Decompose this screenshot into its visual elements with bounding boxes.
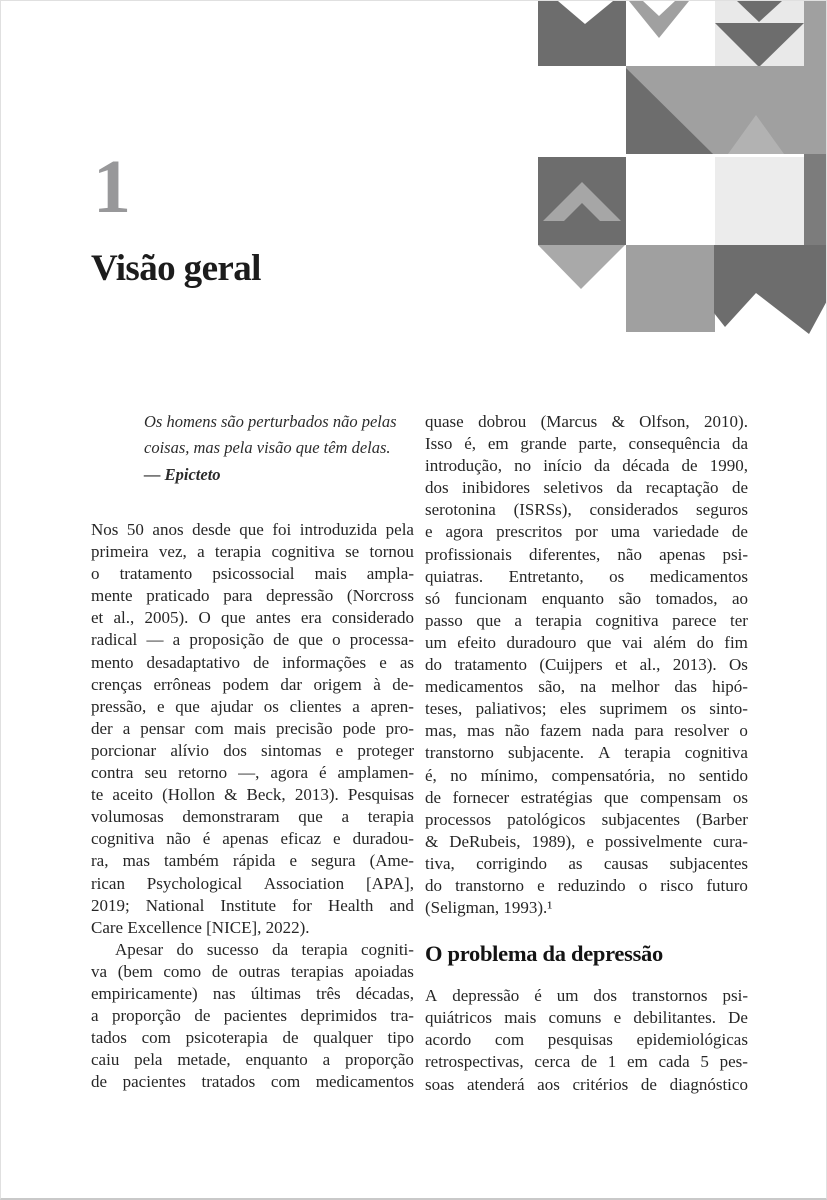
text-line: volumosas demonstraram que a terapia <box>91 807 414 827</box>
text-line: Nos 50 anos desde que foi introduzida pela <box>91 520 414 539</box>
deco-dark-square <box>538 1 626 66</box>
text-line: & DeRubeis, 1989), e possivelmente cura- <box>425 831 748 851</box>
text-line: ra, mas também rápida e segura (Ame- <box>91 851 414 871</box>
epigraph <box>144 409 404 488</box>
deco-dark-square-2 <box>538 157 626 245</box>
text-line: cognitiva não é apenas eficaz e duradou- <box>91 829 414 849</box>
text-line: (Seligman, 1993).¹ <box>425 898 553 918</box>
text-line: só funcionam enquanto são tomados, ao <box>425 588 748 608</box>
text-line: porcionar alívio dos sintomas e proteger <box>91 740 414 760</box>
deco-chevron-down-icon <box>629 1 689 38</box>
deco-pale-square <box>715 157 804 245</box>
text-line: quiátricos mais comuns e debilitantes. De <box>425 1008 748 1028</box>
text-line: empiricamente) nas últimas três décadas, <box>91 983 414 1003</box>
paragraph <box>425 985 748 1095</box>
text-line: quiatras. Entretanto, os medicamentos <box>425 566 748 586</box>
text-line: introdução, no início da década de 1990, <box>425 456 748 476</box>
text-line: soas atenderá aos critérios de diagnóstico <box>425 1074 748 1094</box>
text-line: transtorno subjacente. A terapia cognitiva <box>425 743 748 763</box>
left-text-column <box>91 519 414 1093</box>
text-line: te aceito (Hollon & Beck, 2013). Pesquisas <box>91 785 414 805</box>
epigraph-line: Os homens são perturbados não pelas <box>144 412 397 431</box>
text-line: tados com psicoterapia de qualquer tipo <box>91 1028 414 1048</box>
deco-pennant-triangle <box>538 245 625 289</box>
deco-diagonal-triangle <box>626 68 713 154</box>
text-line: va (bem como de outras terapias apoiadas <box>91 961 414 981</box>
text-line: a proporção de pacientes deprimidos tra- <box>91 1006 414 1026</box>
deco-edge-strip-bottom <box>804 154 827 245</box>
deco-light-square <box>715 1 804 66</box>
deco-ribbon-banner <box>714 245 827 334</box>
text-line: mento desadaptativo de informações e as <box>91 652 414 672</box>
text-line: radical — a proposição de que o processa- <box>91 630 414 650</box>
text-line: do transtorno e reduzindo o risco futuro <box>425 875 748 895</box>
deco-notch-triangle <box>558 1 613 24</box>
text-line: primeira vez, a terapia cognitiva se tornou <box>91 542 414 562</box>
text-line: 2019; National Institute for Health and <box>91 895 414 915</box>
deco-small-triangle-down <box>737 1 782 22</box>
right-text-column <box>425 411 748 1096</box>
text-line: e agora prescritos por uma variedade de <box>425 522 748 542</box>
deco-gray-square <box>626 245 715 332</box>
text-line: mente praticado para depressão (Norcross <box>91 586 414 606</box>
text-line: do tratamento (Cuijpers et al., 2013). Os <box>425 655 748 675</box>
epigraph-attribution: — Epicteto <box>144 465 221 484</box>
text-line: quase dobrou (Marcus & Olfson, 2010). <box>425 412 748 431</box>
text-line: acordo com pesquisas epidemiológicas <box>425 1030 748 1050</box>
section-heading: O problema da depressão <box>425 941 663 967</box>
deco-faint-triangle-up <box>728 115 784 154</box>
epigraph-line: coisas, mas pela visão que têm delas. <box>144 437 391 457</box>
text-line: de fornecer estratégias que compensam os <box>425 787 748 807</box>
text-line: A depressão é um dos transtornos psi- <box>425 986 748 1006</box>
text-line: pressão, e que ajudar os clientes a apren- <box>91 696 414 716</box>
deco-chevron-up-icon <box>543 182 621 221</box>
text-line: de pacientes tratados com medicamentos <box>91 1072 414 1092</box>
text-line: Care Excellence [NICE], 2022). <box>91 917 310 937</box>
deco-gray-band <box>626 66 804 154</box>
deco-big-triangle-down <box>715 23 804 67</box>
chapter-title: Visão geral <box>91 248 261 289</box>
text-line: o tratamento psicossocial mais ampla- <box>91 564 414 584</box>
text-line: retrospectivas, cerca de 1 em cada 5 pes- <box>425 1052 748 1072</box>
paragraph <box>91 939 414 1094</box>
text-line: contra seu retorno —, agora é amplamen- <box>91 763 414 783</box>
chapter-number: 1 <box>93 145 131 229</box>
text-line: Apesar do sucesso da terapia cogniti- <box>115 939 414 959</box>
text-line: é, no mínimo, compensatória, no sentido <box>425 765 748 785</box>
paragraph <box>425 411 748 919</box>
text-line: rican Psychological Association [APA], <box>91 873 414 893</box>
text-line: et al., 2005). O que antes era considerado <box>91 608 414 628</box>
text-line: teses, paliativos; eles suprimem os sinto- <box>425 699 748 719</box>
text-line: crenças errôneas podem dar origem à de- <box>91 674 414 694</box>
text-line: der a pensar com mais precisão pode pro- <box>91 718 414 738</box>
text-line: Isso é, em grande parte, consequência da <box>425 434 748 454</box>
deco-edge-strip-top <box>804 1 827 154</box>
text-line: serotonina (ISRSs), considerados seguros <box>425 500 748 520</box>
text-line: mas, mas não fazem nada para resolver o <box>425 721 748 741</box>
paragraph <box>91 519 414 939</box>
text-line: profissionais diferentes, não apenas psi- <box>425 544 748 564</box>
text-line: um efeito duradouro que vai além do fim <box>425 632 748 652</box>
text-line: passo que a terapia cognitiva parece ter <box>425 610 748 630</box>
text-line: processos patológicos subjacentes (Barber <box>425 809 748 829</box>
text-line: medicamentos são, na melhor das hipó- <box>425 677 748 697</box>
text-line: tiva, corrigindo as causas subjacentes <box>425 853 748 873</box>
text-line: caiu pela metade, enquanto a proporção <box>91 1050 414 1070</box>
text-line: dos inibidores seletivos da recaptação de <box>425 478 748 498</box>
